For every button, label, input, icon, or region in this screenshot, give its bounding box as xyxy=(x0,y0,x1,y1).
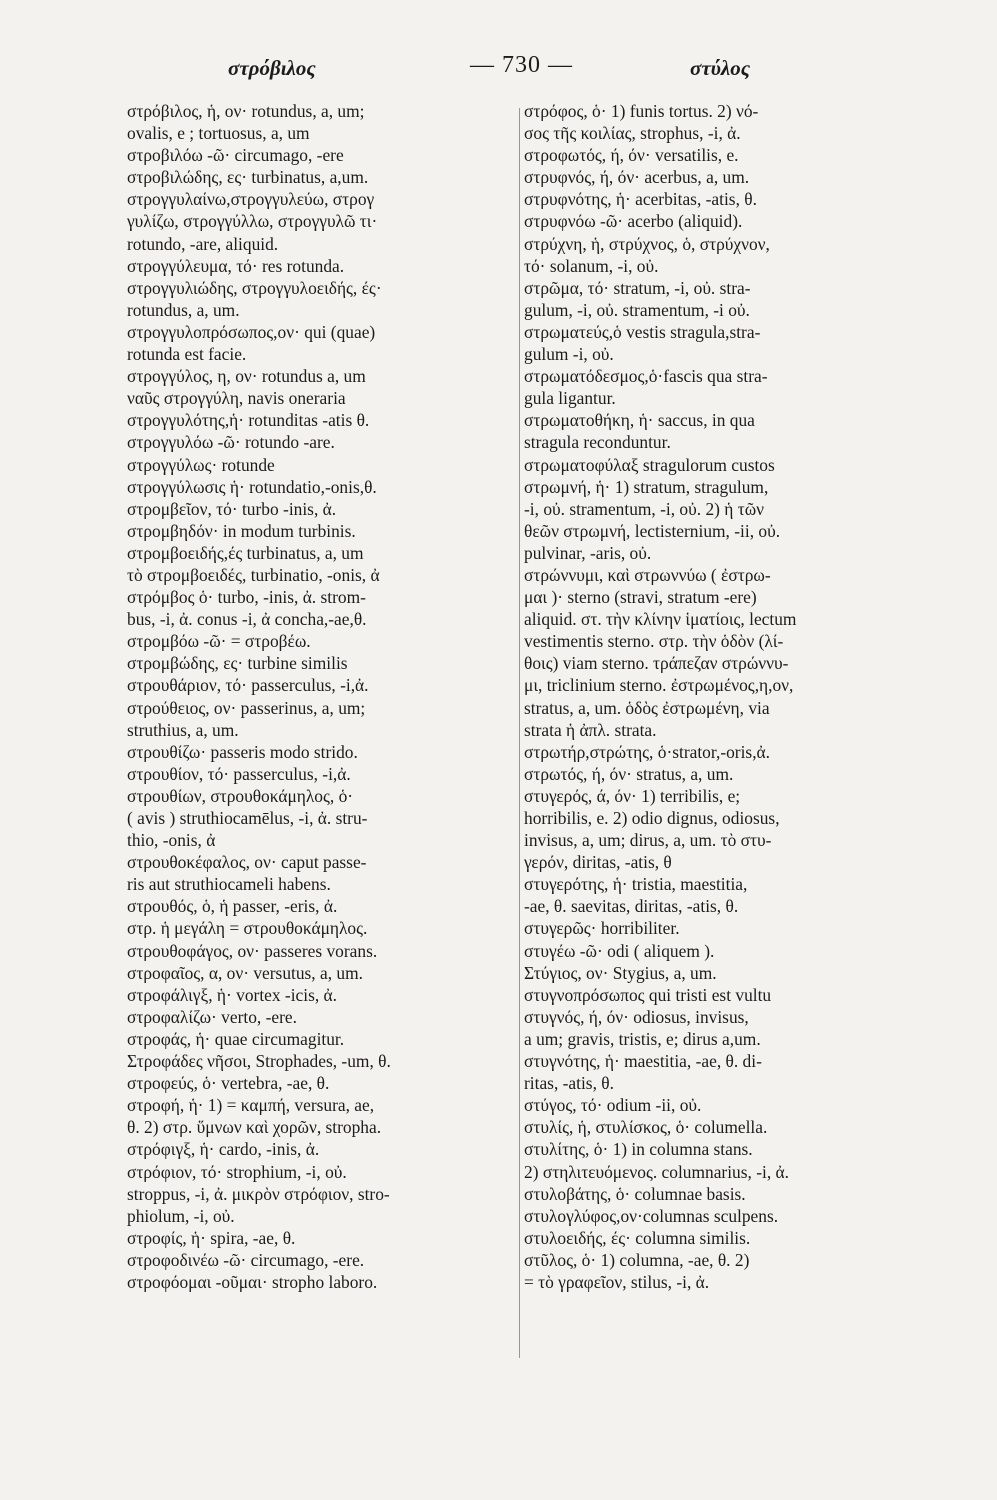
entry-line: στῦλος, ὁ· 1) columna, -ae, θ. 2) xyxy=(524,1249,750,1270)
entry-line: 2) στηλιτευόμενος. columnarius, -i, ἀ. xyxy=(524,1161,789,1182)
entry-line: σος τῆς κοιλίας, strophus, -i, ἀ. xyxy=(524,123,741,144)
entry-line: stratus, a, um. ὁδὸς ἐστρωμένη, via xyxy=(524,697,770,718)
entry-line: aliquid. στ. τὴν κλίνην ἱματίοις, lectum xyxy=(524,609,797,630)
entry-line: στροφαλίζω· verto, -ere. xyxy=(127,1006,297,1027)
entry-line: στυγερῶς· horribiliter. xyxy=(524,918,680,939)
entry-line: στυγέω -ῶ· odi ( aliquem ). xyxy=(524,940,715,961)
entry-line: στυγερότης, ἡ· tristia, maestitia, xyxy=(524,874,748,895)
entry-line: στρογγυλόω -ῶ· rotundo -are. xyxy=(127,432,335,453)
entry-line: γυλίζω, στρογγύλλω, στρογγυλῶ τι· xyxy=(127,211,378,232)
entry-line: στρομβοειδής,ές turbinatus, a, um xyxy=(127,542,364,563)
entry-line: στρουθοκέφαλος, ον· caput passe- xyxy=(127,852,367,873)
entry-line: στρουθίων, στρουθοκάμηλος, ὁ· xyxy=(127,785,354,806)
entry-line: στρουθοφάγος, ον· passeres vorans. xyxy=(127,940,378,961)
entry-line: στρούθειος, ον· passerinus, a, um; xyxy=(127,697,366,718)
entry-line: στρωματοφύλαξ stragulorum custos xyxy=(524,454,775,475)
entry-line: τὸ στρομβοειδές, turbinatio, -onis, ἀ xyxy=(127,564,380,585)
entry-line: στρογγύλος, η, ον· rotundus a, um xyxy=(127,366,366,387)
entry-line: invisus, a, um; dirus, a, um. τὸ στυ- xyxy=(524,830,772,851)
entry-line: θεῶν στρωμνή, lectisternium, -ii, οὐ. xyxy=(524,520,781,541)
entry-line: στροφή, ἡ· 1) = καμπή, versura, ae, xyxy=(127,1095,375,1116)
entry-line: στρομβόω -ῶ· = στροβέω. xyxy=(127,631,311,652)
entry-line: στρυφνόω -ῶ· acerbo (aliquid). xyxy=(524,211,743,232)
entry-line: στρωματεύς,ὁ vestis stragula,stra- xyxy=(524,321,761,342)
entry-line: στρωμνή, ἡ· 1) stratum, stragulum, xyxy=(524,476,769,497)
entry-line: rotundus, a, um. xyxy=(127,299,240,320)
entry-line: thio, -onis, ἀ xyxy=(127,830,216,851)
entry-line: στρόφιγξ, ἡ· cardo, -inis, ἀ. xyxy=(127,1139,320,1160)
entry-line: ovalis, e ; tortuosus, a, um xyxy=(127,123,310,144)
entry-line: στύγος, τό· odium -ii, οὐ. xyxy=(524,1095,702,1116)
entry-line: στρογγύλως· rotunde xyxy=(127,454,275,475)
entry-line: στρ. ἡ μεγάλη = στρουθοκάμηλος. xyxy=(127,918,368,939)
column-divider xyxy=(519,108,520,1358)
entry-line: στυλογλύφος,ον·columnas sculpens. xyxy=(524,1205,779,1226)
entry-line: στρομβώδης, ες· turbine similis xyxy=(127,653,348,674)
entry-line: στυγνότης, ἡ· maestitia, -ae, θ. di- xyxy=(524,1051,762,1072)
entry-line: phiolum, -i, οὐ. xyxy=(127,1205,235,1226)
entry-line: στρογγύλευμα, τό· res rotunda. xyxy=(127,255,345,276)
entry-line: gulum -i, οὐ. xyxy=(524,344,614,365)
entry-line: strata ἡ ἀπλ. strata. xyxy=(524,719,657,740)
entry-line: στρωματόδεσμος,ὁ·fascis qua stra- xyxy=(524,366,768,387)
entry-line: στροβιλόω -ῶ· circumago, -ere xyxy=(127,145,344,166)
entry-line: στροφόομαι -οῦμαι· stropho laboro. xyxy=(127,1271,378,1292)
entry-line: στρύχνη, ἡ, στρύχνος, ὁ, στρύχνον, xyxy=(524,233,770,254)
entry-line: -i, οὐ. stramentum, -i, οὐ. 2) ἡ τῶν xyxy=(524,498,765,519)
entry-line: στροβιλώδης, ες· turbinatus, a,um. xyxy=(127,167,369,188)
entry-line: στρόφιον, τό· strophium, -i, οὐ. xyxy=(127,1161,347,1182)
entry-line: bus, -i, ἀ. conus -i, ἀ concha,-ae,θ. xyxy=(127,609,367,630)
entry-line: rotundo, -are, aliquid. xyxy=(127,233,279,254)
entry-line: στρόμβος ὁ· turbo, -inis, ἀ. strom- xyxy=(127,587,366,608)
entry-line: θοις) viam sterno. τράπεζαν στρώννυ- xyxy=(524,653,789,674)
entry-line: στρογγυλότης,ἡ· rotunditas -atis θ. xyxy=(127,410,370,431)
left-running-headword: στρόβιλος xyxy=(228,56,316,80)
entry-line: στρομβεῖον, τό· turbo -inis, ἀ. xyxy=(127,498,337,519)
entry-line: στροφάς, ἡ· quae circumagitur. xyxy=(127,1028,345,1049)
entry-line: στροφίς, ἡ· spira, -ae, θ. xyxy=(127,1227,296,1248)
entry-line: στρογγυλιώδης, στρογγυλοειδής, ές· xyxy=(127,277,382,298)
entry-line: στροφαῖος, α, ον· versutus, a, um. xyxy=(127,962,363,983)
entry-line: στρόφος, ὁ· 1) funis tortus. 2) νό- xyxy=(524,101,759,121)
entry-line: στρώννυμι, καὶ στρωννύω ( ἐστρω- xyxy=(524,564,771,585)
entry-line: -ae, θ. saevitas, diritas, -atis, θ. xyxy=(524,896,739,917)
entry-line: gula ligantur. xyxy=(524,388,616,409)
right-running-headword: στύλος xyxy=(690,56,751,80)
entry-line: Στύγιος, ον· Stygius, a, um. xyxy=(524,962,717,983)
entry-line: θ. 2) στρ. ὕμνων καὶ χορῶν, stropha. xyxy=(127,1117,382,1138)
entry-line: ris aut struthiocameli habens. xyxy=(127,874,331,895)
entry-line: στρογγυλαίνω,στρογγυλεύω, στρογ xyxy=(127,189,375,210)
entry-line: γερόν, diritas, -atis, θ xyxy=(524,852,672,873)
entry-line: a um; gravis, tristis, e; dirus a,um. xyxy=(524,1028,761,1049)
entry-line: στροφάλιγξ, ἡ· vortex -icis, ἀ. xyxy=(127,984,338,1005)
page-header xyxy=(0,50,997,90)
entry-line: Στροφάδες νῆσοι, Strophades, -um, θ. xyxy=(127,1051,391,1072)
entry-line: rotunda est facie. xyxy=(127,344,247,365)
entry-line: στυλίτης, ὁ· 1) in columna stans. xyxy=(524,1139,753,1160)
entry-line: στρόβιλος, ἡ, ον· rotundus, a, um; xyxy=(127,101,365,121)
entry-line: gulum, -i, οὐ. stramentum, -i οὐ. xyxy=(524,299,750,320)
entry-line: στρουθός, ὁ, ἡ passer, -eris, ἀ. xyxy=(127,896,338,917)
entry-line: ( avis ) struthiocamēlus, -i, ἀ. stru- xyxy=(127,808,368,828)
right-column xyxy=(524,100,924,1293)
entry-line: τό· solanum, -i, οὐ. xyxy=(524,255,659,276)
left-column xyxy=(127,100,515,1293)
entry-line: στυλοειδής, ές· columna similis. xyxy=(524,1227,751,1248)
entry-line: stragula reconduntur. xyxy=(524,432,671,453)
entry-line: στρομβηδόν· in modum turbinis. xyxy=(127,520,356,541)
entry-line: horribilis, e. 2) odio dignus, odiosus, xyxy=(524,808,780,828)
entry-line: στρογγύλωσις ἡ· rotundatio,-onis,θ. xyxy=(127,476,377,497)
entry-line: στυγνοπρόσωπος qui tristi est vultu xyxy=(524,984,772,1005)
entry-line: στρογγυλοπρόσωπος,ον· qui (quae) xyxy=(127,321,376,342)
entry-line: στυλίς, ἡ, στυλίσκος, ὁ· columella. xyxy=(524,1117,768,1138)
entry-line: pulvinar, -aris, οὐ. xyxy=(524,542,652,563)
entry-line: μι, triclinium sterno. ἐστρωμένος,η,ον, xyxy=(524,675,794,696)
entry-line: ritas, -atis, θ. xyxy=(524,1073,614,1094)
entry-line: στρωτήρ,στρώτης, ὁ·strator,-oris,ἀ. xyxy=(524,741,770,762)
entry-line: stroppus, -i, ἀ. μικρὸν στρόφιον, stro- xyxy=(127,1183,390,1204)
entry-line: στρυφνότης, ἡ· acerbitas, -atis, θ. xyxy=(524,189,757,210)
entry-line: στυγερός, ά, όν· 1) terribilis, e; xyxy=(524,785,741,806)
entry-line: στρυφνός, ή, όν· acerbus, a, um. xyxy=(524,167,750,188)
entry-line: στυγνός, ή, όν· odiosus, invisus, xyxy=(524,1006,749,1027)
entry-line: vestimentis sterno. στρ. τὴν ὁδὸν (λί- xyxy=(524,631,784,652)
entry-line: στρουθάριον, τό· passerculus, -i,ἀ. xyxy=(127,675,369,696)
entry-line: στρουθίον, τό· passerculus, -i,ἀ. xyxy=(127,763,351,784)
entry-line: στρῶμα, τό· stratum, -i, οὐ. stra- xyxy=(524,277,751,298)
entry-line: στροφοδινέω -ῶ· circumago, -ere. xyxy=(127,1249,365,1270)
entry-line: struthius, a, um. xyxy=(127,719,239,740)
entry-line: στρωτός, ή, όν· stratus, a, um. xyxy=(524,763,734,784)
page-number: — 730 — xyxy=(470,52,573,78)
entry-line: μαι )· sterno (stravi, stratum -ere) xyxy=(524,587,757,608)
entry-line: στροφεύς, ὁ· vertebra, -ae, θ. xyxy=(127,1073,330,1094)
entry-line: στυλοβάτης, ὁ· columnae basis. xyxy=(524,1183,746,1204)
entry-line: ναῦς στρογγύλη, navis oneraria xyxy=(127,388,346,409)
entry-line: στρωματοθήκη, ἡ· saccus, in qua xyxy=(524,410,755,431)
entry-line: = τὸ γραφεῖον, stilus, -i, ἀ. xyxy=(524,1271,710,1292)
entry-line: στροφωτός, ή, όν· versatilis, e. xyxy=(524,145,739,166)
entry-line: στρουθίζω· passeris modo strido. xyxy=(127,741,358,762)
